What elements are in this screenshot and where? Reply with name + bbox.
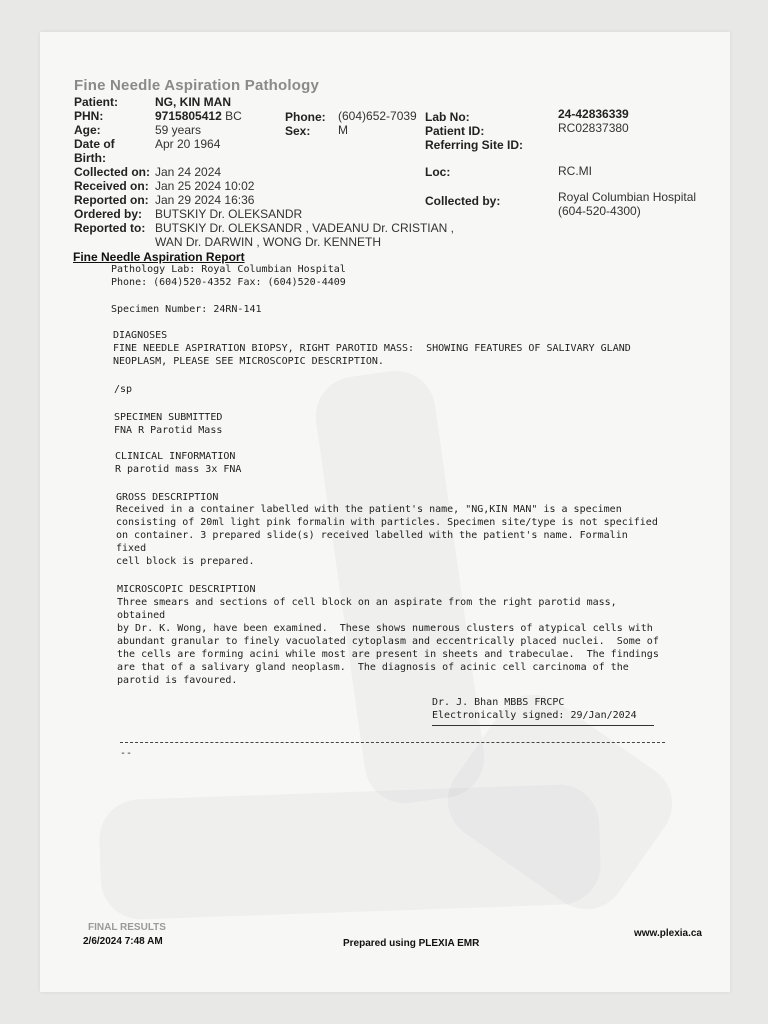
diagnoses-line: NEOPLASM, PLEASE SEE MICROSCOPIC DESCRIPTION. — [113, 356, 384, 367]
gross-line: consisting of 20ml light pink formalin with particles. Specimen site/type is not specified — [116, 517, 658, 528]
micro-line: are that of a salivary gland neoplasm. The diagnosis of acinic cell carcinoma of the — [117, 662, 629, 673]
lab-no-value: 24-42836339 — [558, 107, 629, 121]
loc-label: Loc: — [425, 165, 451, 179]
phn-number: 9715805412 — [155, 109, 222, 123]
phn-label: PHN: — [74, 109, 104, 123]
gross-line: on container. 3 prepared slide(s) received labelled with the patient's name. Formalin — [116, 530, 628, 541]
dob-value: Apr 20 1964 — [155, 137, 221, 151]
phn-value — [155, 109, 242, 123]
loc-value: RC.MI — [558, 164, 592, 178]
signature-line — [432, 725, 654, 726]
patient-id-label: Patient ID: — [425, 124, 485, 138]
patient-name: NG, KIN MAN — [155, 95, 231, 109]
separator-line — [120, 742, 665, 743]
reported-to-line1: BUTSKIY Dr. OLEKSANDR , VADEANU Dr. CRISTIAN , — [155, 221, 454, 235]
collected-by-line1: Royal Columbian Hospital — [558, 190, 697, 204]
print-datetime: 2/6/2024 7:48 AM — [83, 936, 163, 947]
bleed-through-shadow — [98, 783, 602, 920]
report-page — [40, 32, 730, 992]
trailing-dashes: -- — [120, 748, 133, 759]
report-title: Fine Needle Aspiration Pathology — [74, 77, 320, 94]
phn-province: BC — [225, 109, 242, 123]
ordered-by-label: Ordered by: — [74, 207, 143, 221]
diagnoses-heading: DIAGNOSES — [113, 330, 168, 341]
dob-label-line1: Date of — [74, 137, 115, 151]
sex-value: M — [338, 123, 348, 137]
collected-by-label: Collected by: — [425, 194, 501, 208]
phone-value: (604)652-7039 — [338, 109, 417, 123]
final-results-label: FINAL RESULTS — [88, 922, 166, 933]
micro-line: Three smears and sections of cell block on an aspirate from the right parotid mass, — [117, 597, 617, 608]
reported-on-label: Reported on: — [74, 193, 149, 207]
age-value: 59 years — [155, 123, 202, 137]
signed-date: Electronically signed: 29/Jan/2024 — [432, 710, 637, 721]
initials: /sp — [114, 384, 133, 395]
phone-label: Phone: — [285, 110, 326, 124]
section-title: Fine Needle Aspiration Report — [73, 250, 245, 264]
received-on-label: Received on: — [74, 179, 149, 193]
clinical-value: R parotid mass 3x FNA — [115, 464, 242, 475]
reported-on-value: Jan 29 2024 16:36 — [155, 193, 255, 207]
age-label: Age: — [74, 123, 101, 137]
sex-label: Sex: — [285, 124, 311, 138]
reported-to-label: Reported to: — [74, 221, 146, 235]
patient-label: Patient: — [74, 95, 119, 109]
patient-id-value: RC02837380 — [558, 121, 629, 135]
clinical-heading: CLINICAL INFORMATION — [115, 451, 236, 462]
website-link[interactable]: www.plexia.ca — [634, 928, 702, 939]
diagnoses-line: FINE NEEDLE ASPIRATION BIOPSY, RIGHT PAROTID MASS: SHOWING FEATURES OF SALIVARY GLAND — [113, 343, 631, 354]
lab-phone: Phone: (604)520-4352 Fax: (604)520-4409 — [111, 277, 346, 288]
specimen-number: Specimen Number: 24RN-141 — [111, 304, 262, 315]
gross-line: Received in a container labelled with the patient's name, "NG,KIN MAN" is a specimen — [116, 504, 622, 515]
gross-heading: GROSS DESCRIPTION — [116, 492, 219, 503]
signer-name: Dr. J. Bhan MBBS FRCPC — [432, 697, 565, 708]
ordered-by-value: BUTSKIY Dr. OLEKSANDR — [155, 207, 303, 221]
specimen-value: FNA R Parotid Mass — [114, 425, 223, 436]
gross-line: fixed — [116, 543, 147, 554]
micro-line: by Dr. K. Wong, have been examined. These shows numerous clusters of atypical cells with — [117, 623, 653, 634]
collected-on-label: Collected on: — [74, 165, 151, 179]
micro-heading: MICROSCOPIC DESCRIPTION — [117, 584, 256, 595]
referring-site-label: Referring Site ID: — [425, 138, 524, 152]
specimen-heading: SPECIMEN SUBMITTED — [114, 412, 223, 423]
lab-name: Pathology Lab: Royal Columbian Hospital — [111, 264, 346, 275]
micro-line: parotid is favoured. — [117, 675, 238, 686]
micro-line: abundant granular to finely vacuolated cytoplasm and eccentrically placed nuclei. Some of — [117, 636, 659, 647]
gross-line: cell block is prepared. — [116, 556, 255, 567]
received-on-value: Jan 25 2024 10:02 — [155, 179, 255, 193]
lab-no-label: Lab No: — [425, 110, 470, 124]
reported-to-line2: WAN Dr. DARWIN , WONG Dr. KENNETH — [155, 235, 382, 249]
collected-by-line2: (604-520-4300) — [558, 204, 641, 218]
micro-line: obtained — [117, 610, 166, 621]
collected-on-value: Jan 24 2024 — [155, 165, 222, 179]
prepared-by: Prepared using PLEXIA EMR — [343, 938, 480, 949]
micro-line: the cells are forming acini while most are present in sheets and trabeculae. The findings — [117, 649, 659, 660]
dob-label-line2: Birth: — [74, 151, 106, 165]
